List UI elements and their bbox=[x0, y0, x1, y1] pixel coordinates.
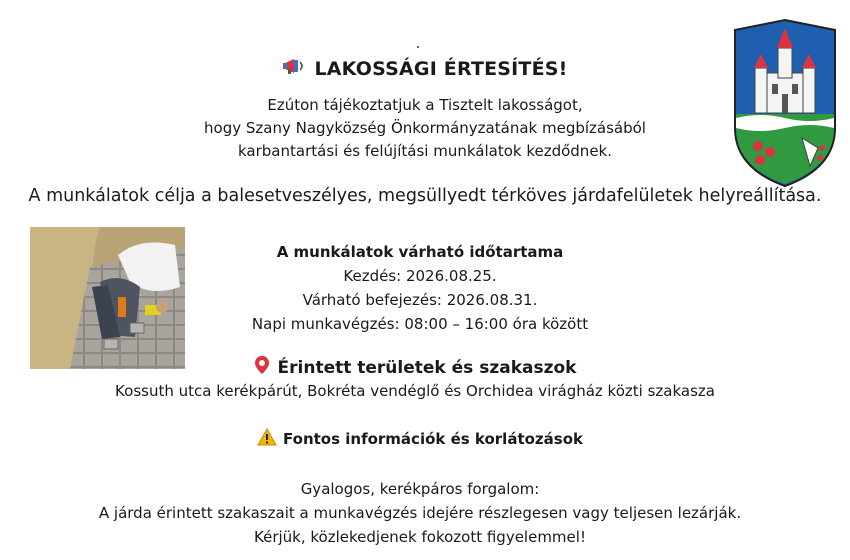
end-date: Várható befejezés: 2026.08.31. bbox=[302, 291, 538, 309]
info-line: Kérjük, közlekedjenek fokozott figyelemmel! bbox=[254, 528, 586, 546]
areas-heading: Érintett területek és szakaszok bbox=[277, 357, 577, 378]
info-line: A járda érintett szakaszait a munkavégzés idejére részlegesen vagy teljesen lezárják. bbox=[98, 504, 742, 522]
intro-text bbox=[0, 94, 850, 163]
areas-heading-row bbox=[0, 355, 840, 380]
duration-heading: A munkálatok várható időtartama bbox=[276, 243, 564, 261]
start-date: Kezdés: 2026.08.25. bbox=[343, 267, 497, 285]
intro-line: Ezúton tájékoztatjuk a Tisztelt lakosságot, bbox=[267, 96, 583, 114]
info-heading-row bbox=[0, 428, 845, 450]
stray-dot bbox=[417, 46, 419, 48]
duration-section bbox=[0, 240, 840, 336]
megaphone-icon bbox=[282, 56, 306, 81]
notice-title-row bbox=[0, 56, 850, 81]
intro-line: hogy Szany Nagyközség Önkormányzatának megbízásából bbox=[204, 119, 646, 137]
map-pin-icon bbox=[254, 355, 270, 380]
daily-hours: Napi munkavégzés: 08:00 – 16:00 óra között bbox=[251, 315, 589, 333]
goal-text: A munkálatok célja a balesetveszélyes, megsüllyedt térköves járdafelületek helyreállítása. bbox=[28, 186, 822, 206]
warning-icon bbox=[257, 428, 277, 450]
intro-line: karbantartási és felújítási munkálatok kezdődnek. bbox=[238, 142, 612, 160]
coat-of-arms-image bbox=[730, 18, 840, 190]
info-line: Gyalogos, kerékpáros forgalom: bbox=[300, 480, 540, 498]
notice-title: LAKOSSÁGI ÉRTESÍTÉS! bbox=[314, 57, 568, 80]
info-heading: Fontos információk és korlátozások bbox=[283, 430, 583, 448]
traffic-info bbox=[0, 477, 845, 549]
areas-text: Kossuth utca kerékpárút, Bokréta vendéglő és Orchidea virágház közti szakasza bbox=[115, 382, 715, 400]
